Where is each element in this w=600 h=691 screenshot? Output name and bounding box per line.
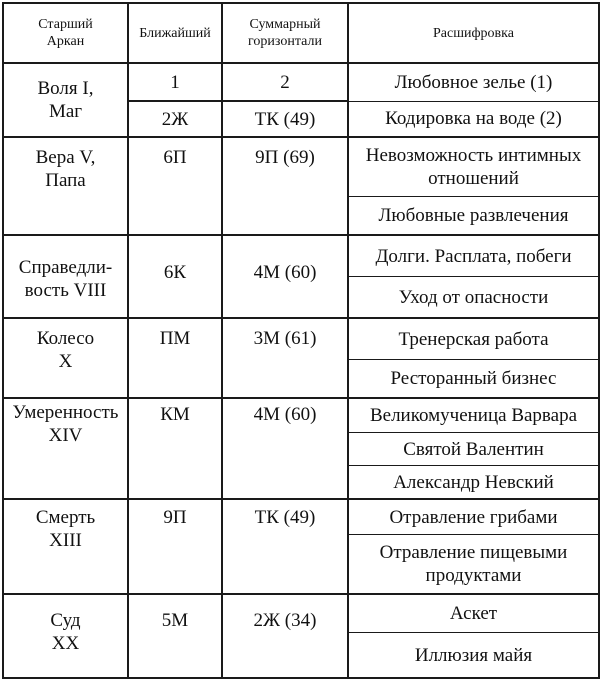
arcana-cell <box>3 499 128 594</box>
total-cell: 9П (69) <box>222 137 348 235</box>
nearest-cell: 9П <box>128 499 222 594</box>
header-arcana: Старший Аркан <box>3 3 128 63</box>
total-cell: ТК (49) <box>222 499 348 594</box>
decoding-cell: Кодировка на воде (2) <box>348 101 599 137</box>
decoding-cell: Отравление грибами <box>348 499 599 535</box>
arcana-cell <box>3 63 128 137</box>
table-row <box>3 318 599 360</box>
decoding-cell: Невозможность интимных отношений <box>348 137 599 197</box>
nearest-cell: 6К <box>128 235 222 318</box>
nearest-cell: ПМ <box>128 318 222 398</box>
arcana-name: Суд XX <box>50 610 81 654</box>
arcana-cell <box>3 398 128 499</box>
nearest-cell: 5М <box>128 594 222 678</box>
total-cell: 4М (60) <box>222 235 348 318</box>
arcana-cell <box>3 318 128 398</box>
decoding-cell: Любовное зелье (1) <box>348 63 599 101</box>
nearest-cell: 2Ж <box>128 101 222 137</box>
arcana-cell <box>3 137 128 235</box>
arcana-table <box>2 2 600 679</box>
total-cell: 4М (60) <box>222 398 348 499</box>
table-row <box>3 137 599 197</box>
table-row <box>3 499 599 535</box>
arcana-name: Колесо X <box>36 328 95 372</box>
total-cell: 2 <box>222 63 348 101</box>
table-row <box>3 63 599 101</box>
decoding-cell: Святой Валентин <box>348 433 599 466</box>
total-cell: 2Ж (34) <box>222 594 348 678</box>
decoding-cell: Александр Невский <box>348 466 599 500</box>
header-row <box>3 3 599 63</box>
decoding-cell: Любовные развлечения <box>348 197 599 236</box>
arcana-name: Смерть XIII <box>35 507 96 551</box>
arcana-cell <box>3 594 128 678</box>
header-decoding: Расшифровка <box>348 3 599 63</box>
arcana-cell <box>3 235 128 318</box>
decoding-cell: Ресторанный бизнес <box>348 360 599 399</box>
nearest-cell: 6П <box>128 137 222 235</box>
header-total: Суммарный горизонтали <box>222 3 348 63</box>
total-cell: 3М (61) <box>222 318 348 398</box>
table-row <box>3 235 599 277</box>
nearest-cell: 1 <box>128 63 222 101</box>
decoding-cell: Отравление пищевыми продуктами <box>348 535 599 595</box>
nearest-cell: КМ <box>128 398 222 499</box>
decoding-cell: Великомученица Варвара <box>348 398 599 433</box>
decoding-cell: Уход от опасности <box>348 277 599 319</box>
header-nearest: Ближайший <box>128 3 222 63</box>
decoding-cell: Аскет <box>348 594 599 633</box>
arcana-name: Справедли-вость VIII <box>18 256 113 301</box>
decoding-cell: Долги. Расплата, побеги <box>348 235 599 277</box>
table-row <box>3 594 599 633</box>
arcana-name: Воля I, Маг <box>37 78 94 122</box>
decoding-cell: Тренерская работа <box>348 318 599 360</box>
arcana-name: Умеренность XIV <box>12 402 119 446</box>
total-cell: ТК (49) <box>222 101 348 137</box>
arcana-name: Вера V, Папа <box>35 147 96 191</box>
decoding-cell: Иллюзия майя <box>348 633 599 679</box>
table-row <box>3 398 599 433</box>
